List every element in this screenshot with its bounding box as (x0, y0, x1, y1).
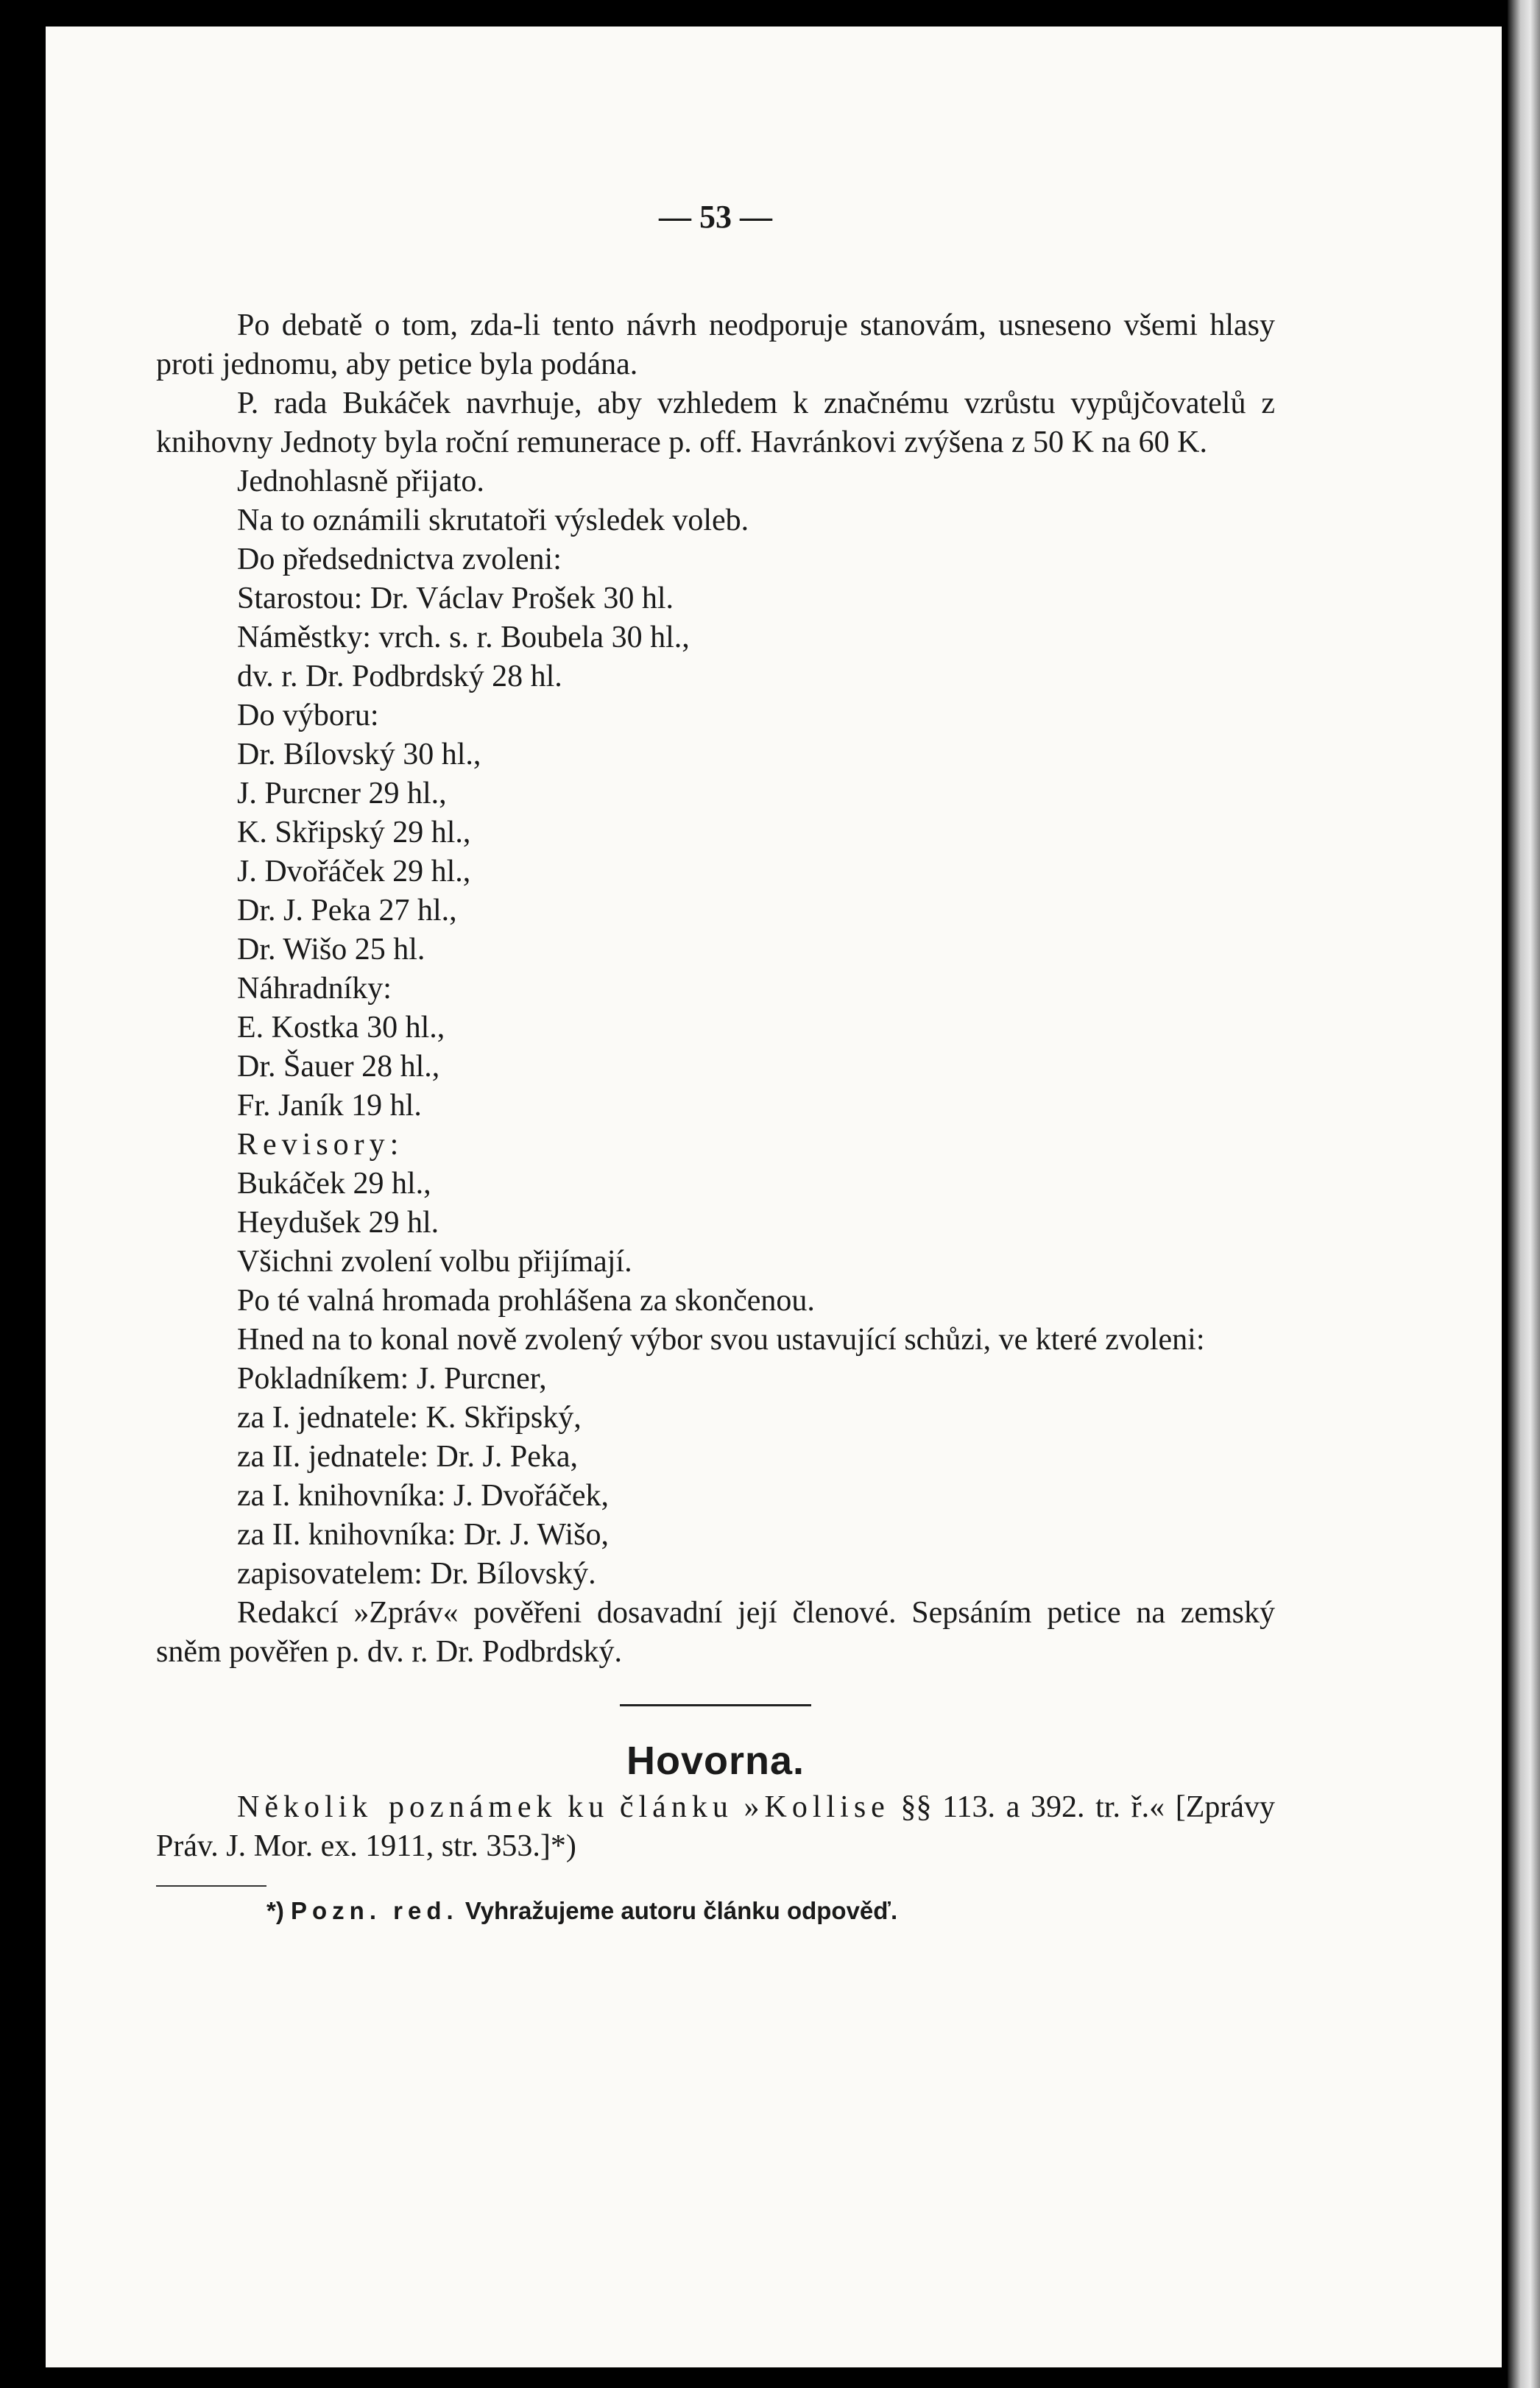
footnote-divider (156, 1885, 266, 1887)
officer-line: za II. jednatele: Dr. J. Peka, (237, 1440, 578, 1474)
election-line: Starostou: Dr. Václav Prošek 30 hl. (237, 582, 674, 615)
revisory-heading: Revisory: (237, 1128, 404, 1162)
officer-line: za II. knihovníka: Dr. J. Wišo, (237, 1518, 609, 1552)
election-line: Dr. Šauer 28 hl., (237, 1050, 440, 1084)
election-line: Na to oznámili skrutatoři výsledek voleb. (237, 504, 749, 537)
spaced-title: Několik poznámek (237, 1790, 557, 1824)
election-line: Dr. J. Peka 27 hl., (237, 894, 457, 928)
election-line: Bukáček 29 hl., (237, 1167, 431, 1201)
election-line: Náměstky: vrch. s. r. Boubela 30 hl., (237, 621, 690, 654)
section-heading-hovorna: Hovorna. (626, 1739, 805, 1783)
minutes-section (156, 306, 1275, 1926)
election-line: Náhradníky: (237, 972, 392, 1006)
election-line: Jednohlasně přijato. (237, 464, 484, 498)
paragraph-debate: Po debatě o tom, zda-li tento návrh neodporuje stanovám, usneseno všemi hlasy proti jednomu, aby petice byla podána. (156, 308, 1275, 381)
page-edge (1508, 0, 1540, 2388)
paragraph-committee: Hned na to konal nově zvolený výbor svou ustavující schůzi, ve které zvoleni: (237, 1323, 1205, 1357)
section-divider (620, 1704, 811, 1706)
officer-line: za I. jednatele: K. Skřipský, (237, 1401, 582, 1435)
election-line: Po té valná hromada prohlášena za skončenou. (237, 1284, 815, 1318)
citation-text: §§ 113. a 392. tr. ř.« [Zprávy Práv. J. Mor. ex. 1911, str. 353.]*) (156, 1790, 1276, 1863)
spaced-word: ku (568, 1790, 610, 1824)
spaced-word: »Kollise (743, 1790, 890, 1824)
election-line: Všichni zvolení volbu přijímají. (237, 1245, 632, 1279)
paragraph-remuneration: P. rada Bukáček navrhuje, aby vzhledem k značnému vzrůstu vypůjčovatelů z knihovny Jednoty byla roční remunerace p. off. Havránkovi zvýšena z 50 K na 60 K. (156, 386, 1275, 459)
election-line: dv. r. Dr. Podbrdský 28 hl. (237, 660, 562, 693)
election-line: J. Dvořáček 29 hl., (237, 855, 471, 889)
spaced-word: článku (619, 1790, 733, 1824)
election-line: Dr. Wišo 25 hl. (237, 933, 425, 967)
page-number: — 53 — (659, 199, 772, 235)
election-line: Fr. Janík 19 hl. (237, 1089, 422, 1123)
officer-line: zapisovatelem: Dr. Bílovský. (237, 1557, 596, 1591)
page-paper (46, 27, 1502, 2367)
footnote-label: Pozn. red. (291, 1897, 459, 1924)
footnote-marker: *) (266, 1897, 284, 1924)
election-line: E. Kostka 30 hl., (237, 1011, 445, 1045)
election-line: Do výboru: (237, 699, 379, 732)
election-line: Dr. Bílovský 30 hl., (237, 738, 481, 771)
footnote (156, 1896, 1275, 1926)
officer-line: za I. knihovníka: J. Dvořáček, (237, 1479, 610, 1513)
officer-line: Pokladníkem: J. Purcner, (237, 1362, 547, 1396)
election-line: Heydušek 29 hl. (237, 1206, 439, 1240)
footnote-text: Vyhražujeme autoru článku odpověď. (465, 1897, 898, 1924)
hovorna-intro (156, 1788, 1275, 1866)
election-line: K. Skřipský 29 hl., (237, 816, 471, 849)
election-line: Do předsednictva zvoleni: (237, 543, 562, 576)
election-line: J. Purcner 29 hl., (237, 777, 447, 810)
paragraph-editorial: Redakcí »Zpráv« pověřeni dosavadní její členové. Sepsáním petice na zemský sněm pověřen p. dv. r. Dr. Podbrdský. (156, 1596, 1275, 1669)
